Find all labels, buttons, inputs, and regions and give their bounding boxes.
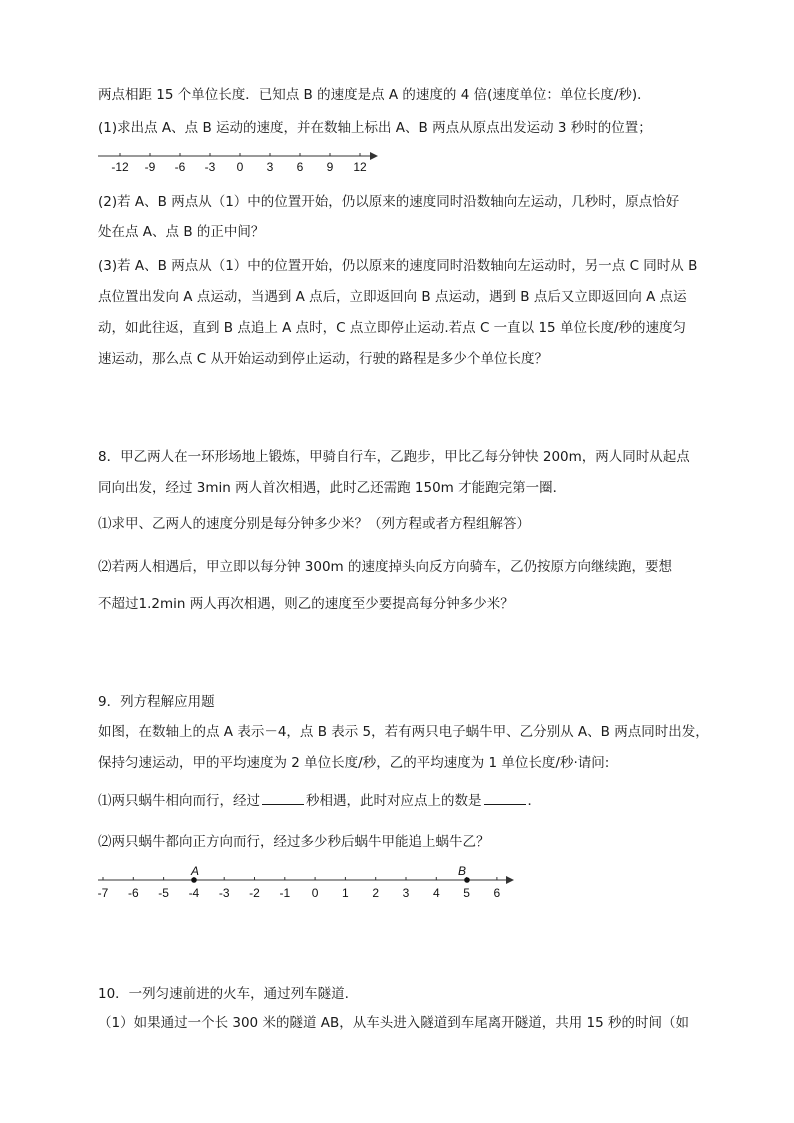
q8-line1: 8．甲乙两人在一环形场地上锻炼，甲骑自行车，乙跑步，甲比乙每分钟快 200m，两人同时从起点 [98, 449, 690, 465]
answer-blank-number[interactable] [484, 790, 526, 805]
q8-line2: 同向出发，经过 3min 两人首次相遇，此时乙还需跑 150m 才能跑完第一圈． [98, 480, 567, 496]
point-a-label: A [191, 864, 200, 878]
q8-part1: ⑴求甲、乙两人的速度分别是每分钟多少米？（列方程或者方程组解答） [98, 516, 530, 532]
axis-tick-label: -3 [218, 886, 230, 900]
axis-tick-label: 4 [432, 886, 440, 900]
axis-tick-label: -6 [127, 886, 139, 900]
axis-tick-label: -2 [249, 886, 260, 900]
q9-part1-text-b: 秒相遇，此时对应点上的数是 [306, 793, 482, 809]
q7-part3-l2: 点位置出发向 A 点运动，当遇到 A 点后，立即返回向 B 点运动，遇到 B 点后又立即返回向 A 点运 [98, 289, 687, 305]
q7-number-line [0, 140, 794, 180]
q7-part3-l3: 动，如此往返，直到 B 点追上 A 点时，C 点立即停止运动.若点 C 一直以 15 单位长度/秒的速度匀 [98, 320, 686, 336]
q7-part2-l1: (2)若 A、B 两点从（1）中的位置开始，仍以原来的速度同时沿数轴向左运动，几秒时，原点恰好 [98, 194, 680, 210]
axis-tick-label: -3 [204, 160, 216, 174]
q9-number-line [0, 860, 794, 905]
point-a-dot [191, 877, 197, 883]
axis-tick-label: 3 [266, 160, 274, 174]
q9-part1 [98, 789, 541, 809]
q9-part2: ⑵两只蜗牛都向正方向而行，经过多少秒后蜗牛甲能追上蜗牛乙？ [98, 834, 490, 850]
q7-part3-l1: (3)若 A、B 两点从（1）中的位置开始，仍以原来的速度同时沿数轴向左运动时，另一点 C 同时从 B [98, 258, 698, 274]
axis-tick-label: 0 [236, 160, 244, 174]
q9-title: 9．列方程解应用题 [98, 694, 215, 710]
q9-part1-text-c: ． [527, 793, 541, 809]
axis-tick-label: -12 [111, 160, 129, 174]
axis-tick-label: -9 [144, 160, 156, 174]
q7-intro: 两点相距 15 个单位长度．已知点 B 的速度是点 A 的速度的 4 倍(速度单位：单位长度/秒)． [98, 87, 651, 103]
q7-part2-l2: 处在点 A、点 B 的正中间？ [98, 224, 265, 240]
q8-part2-l2: 不超过1.2min 两人再次相遇，则乙的速度至少要提高每分钟多少米？ [98, 596, 514, 612]
q9-line2: 保持匀速运动，甲的平均速度为 2 单位长度/秒，乙的平均速度为 1 单位长度/秒·请问: [98, 755, 610, 771]
axis-tick-label: -6 [174, 160, 186, 174]
q9-line1: 如图，在数轴上的点 A 表示－4，点 B 表示 5，若有两只电子蜗牛甲、乙分别从 A、B 两点同时出发， [98, 724, 709, 740]
axis-tick-label: 6 [296, 160, 304, 174]
axis-tick-label: 9 [326, 160, 334, 174]
axis-tick-label: -5 [158, 886, 169, 900]
axis-tick-label: 5 [463, 886, 470, 900]
axis-tick-label: 2 [372, 886, 380, 900]
q8-part2-l1: ⑵若两人相遇后，甲立即以每分钟 300m 的速度掉头向反方向骑车，乙仍按原方向继续跑，要想 [98, 559, 672, 575]
point-b-label: B [458, 864, 467, 878]
axis-tick-label: -7 [97, 886, 109, 900]
q10-line2: （1）如果通过一个长 300 米的隧道 AB，从车头进入隧道到车尾离开隧道，共用 15 秒的时间（如 [98, 1015, 689, 1031]
q9-part1-text-a: ⑴两只蜗牛相向而行，经过 [98, 793, 260, 809]
axis-tick-label: 1 [342, 886, 349, 900]
axis-tick-label: -1 [279, 886, 291, 900]
q10-line1: 10．一列匀速前进的火车，通过列车隧道. [98, 986, 349, 1002]
q7-part3-l4: 速运动，那么点 C 从开始运动到停止运动，行驶的路程是多少个单位长度？ [98, 351, 549, 367]
q7-part1: (1)求出点 A、点 B 运动的速度，并在数轴上标出 A、B 两点从原点出发运动 3 秒时的位置； [98, 120, 652, 136]
axis-tick-label: -4 [188, 886, 200, 900]
answer-blank-seconds[interactable] [262, 790, 304, 805]
axis-tick-label: 0 [311, 886, 319, 900]
axis-tick-label: 6 [493, 886, 501, 900]
axis-tick-label: 3 [402, 886, 410, 900]
point-b-dot [464, 877, 470, 883]
axis-tick-label: 12 [353, 160, 367, 174]
